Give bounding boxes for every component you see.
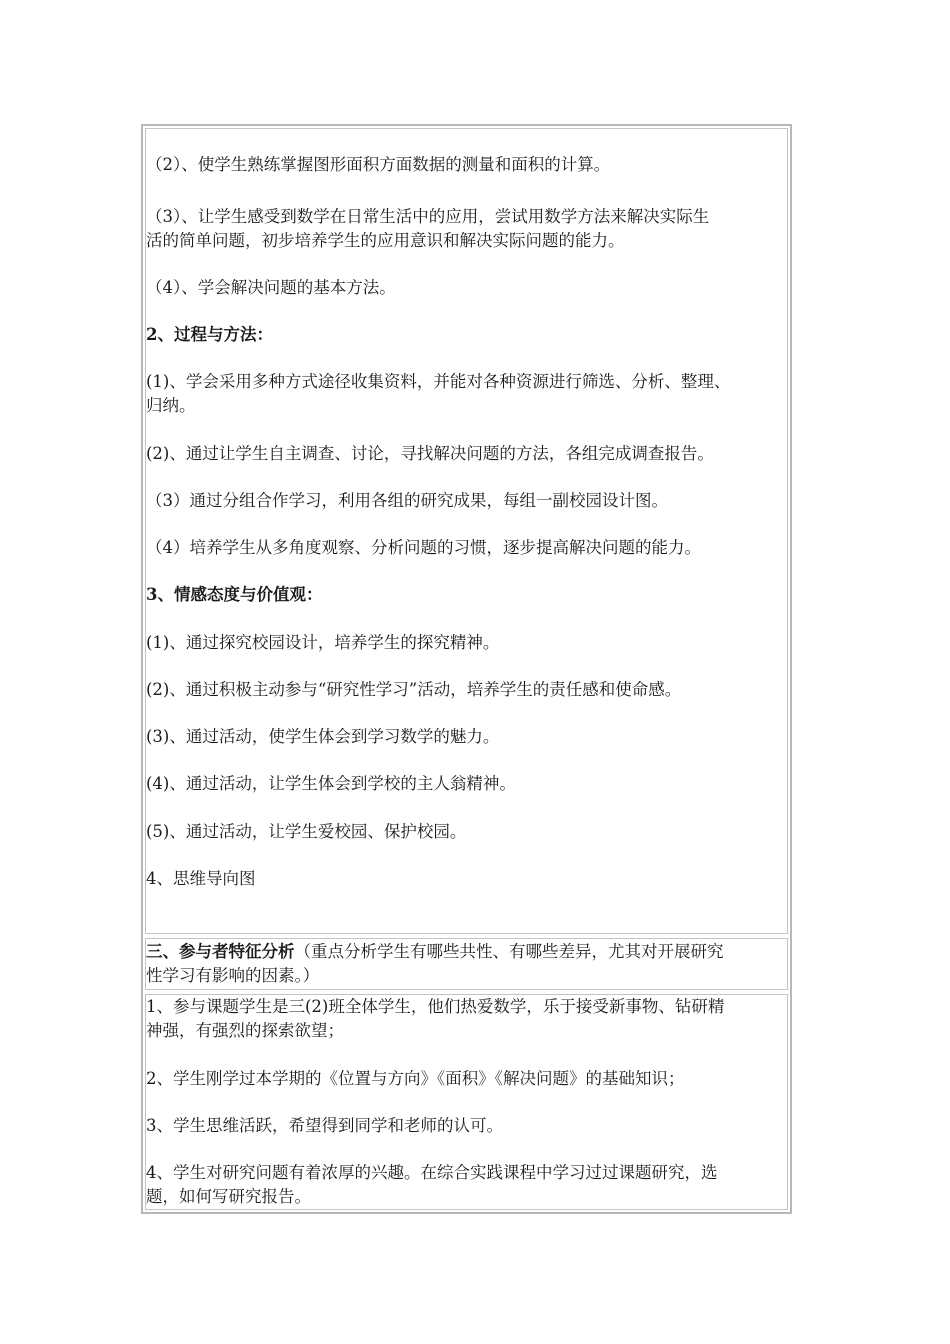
participants-heading: 三、参与者特征分析 bbox=[146, 942, 295, 961]
emotion-heading: 3、情感态度与价值观： bbox=[146, 585, 323, 604]
emotion-text-line: (4)、通过活动，让学生体会到学校的主人翁精神。 bbox=[146, 774, 516, 793]
participant-text-line: 神强，有强烈的探索欲望； bbox=[146, 1021, 344, 1040]
participants-heading-line bbox=[146, 940, 794, 964]
process-text-line: (1)、学会采用多种方式途径收集资料，并能对各种资源进行筛选、分析、整理、 bbox=[146, 372, 731, 391]
participants-note: （重点分析学生有哪些共性、有哪些差异，尤其对开展研究 bbox=[294, 942, 724, 961]
emotion-text-line: (5)、通过活动，让学生爱校园、保护校园。 bbox=[146, 822, 467, 841]
objectives-cell bbox=[145, 128, 788, 934]
mindmap-label: 4、思维导向图 bbox=[146, 869, 256, 888]
emotion-text-line: (2)、通过积极主动参与“研究性学习”活动，培养学生的责任感和使命感。 bbox=[146, 680, 682, 699]
process-text-line: 归纳。 bbox=[146, 396, 196, 415]
emotion-text-line: (1)、通过探究校园设计，培养学生的探究精神。 bbox=[146, 633, 500, 652]
objective-text-line: 活的简单问题，初步培养学生的应用意识和解决实际问题的能力。 bbox=[146, 231, 625, 250]
participant-text-line: 2、学生刚学过本学期的《位置与方向》《面积》《解决问题》的基础知识； bbox=[146, 1069, 685, 1088]
participant-text-line: 1、参与课题学生是三(2)班全体学生，他们热爱数学，乐于接受新事物、钻研精 bbox=[146, 997, 725, 1016]
objective-text-line: （3）、让学生感受到数学在日常生活中的应用，尝试用数学方法来解决实际生 bbox=[146, 207, 710, 226]
emotion-text-line: (3)、通过活动，使学生体会到学习数学的魅力。 bbox=[146, 727, 500, 746]
participant-text-line: 3、学生思维活跃，希望得到同学和老师的认可。 bbox=[146, 1116, 503, 1135]
objective-text-line: （4）、学会解决问题的基本方法。 bbox=[146, 278, 396, 297]
participants-cell bbox=[145, 994, 788, 1210]
participant-text-line: 题，如何写研究报告。 bbox=[146, 1187, 311, 1206]
process-text-line: （4）培养学生从多角度观察、分析问题的习惯，逐步提高解决问题的能力。 bbox=[146, 538, 701, 557]
process-text-line: (2)、通过让学生自主调查、讨论，寻找解决问题的方法，各组完成调查报告。 bbox=[146, 444, 714, 463]
participants-note-line: 性学习有影响的因素。） bbox=[146, 966, 320, 985]
process-heading: 2、过程与方法： bbox=[146, 325, 273, 344]
document-table bbox=[141, 124, 792, 1214]
objective-text-line: （2）、使学生熟练掌握图形面积方面数据的测量和面积的计算。 bbox=[146, 155, 611, 174]
participant-text-line: 4、学生对研究问题有着浓厚的兴趣。在综合实践课程中学习过过课题研究，选 bbox=[146, 1163, 718, 1182]
process-text-line: （3）通过分组合作学习，利用各组的研究成果，每组一副校园设计图。 bbox=[146, 491, 668, 510]
participants-heading-cell bbox=[145, 938, 788, 990]
